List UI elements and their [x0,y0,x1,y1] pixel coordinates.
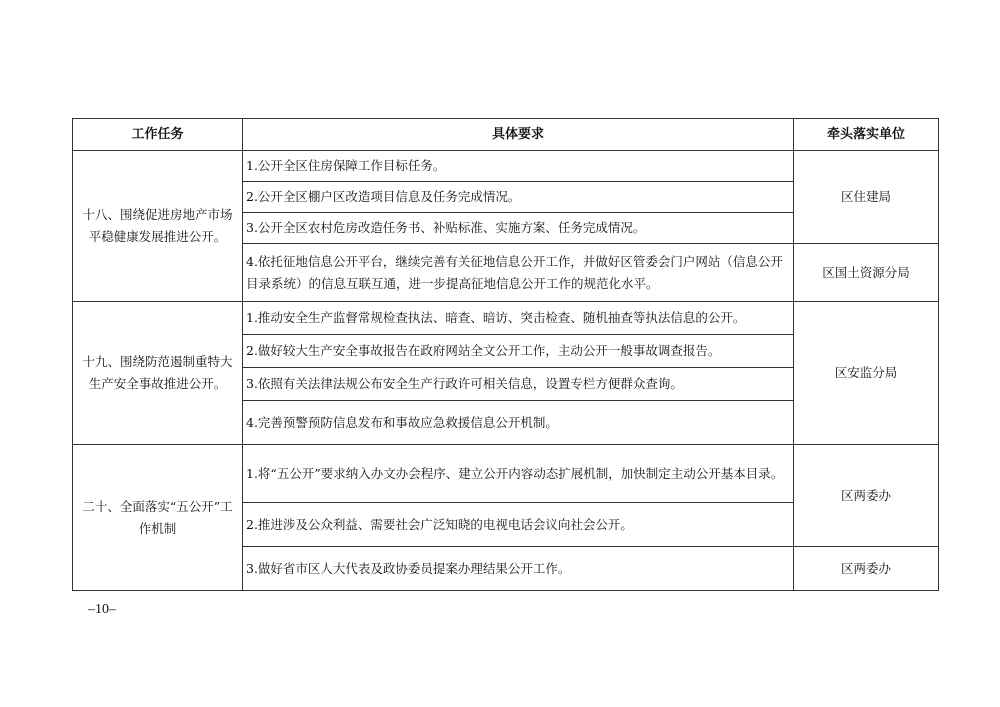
table-row [73,302,939,335]
task-table [72,118,939,591]
task-cell: 十九、围绕防范遏制重特大生产安全事故推进公开。 [73,302,243,445]
requirement-cell: 2.做好较大生产安全事故报告在政府网站全文公开工作，主动公开一般事故调查报告。 [243,335,794,368]
unit-cell: 区安监分局 [794,302,939,445]
unit-cell: 区两委办 [794,445,939,547]
requirement-cell: 1.推动安全生产监督常规检查执法、暗查、暗访、突击检查、随机抽查等执法信息的公开。 [243,302,794,335]
requirement-cell: 1.公开全区住房保障工作目标任务。 [243,151,794,182]
unit-cell: 区国土资源分局 [794,244,939,302]
table-row [73,445,939,503]
page-number: –10– [88,602,116,617]
header-task: 工作任务 [73,119,243,151]
requirement-cell: 3.做好省市区人大代表及政协委员提案办理结果公开工作。 [243,547,794,591]
requirement-cell: 4.完善预警预防信息发布和事故应急救援信息公开机制。 [243,401,794,445]
requirement-cell: 3.公开全区农村危房改造任务书、补贴标准、实施方案、任务完成情况。 [243,213,794,244]
header-row [73,119,939,151]
header-requirement: 具体要求 [243,119,794,151]
task-cell: 十八、围绕促进房地产市场平稳健康发展推进公开。 [73,151,243,302]
requirement-cell: 2.推进涉及公众利益、需要社会广泛知晓的电视电话会议向社会公开。 [243,503,794,547]
requirement-cell: 2.公开全区棚户区改造项目信息及任务完成情况。 [243,182,794,213]
table-row [73,151,939,182]
unit-cell: 区住建局 [794,151,939,244]
requirement-cell: 1.将“五公开”要求纳入办文办会程序、建立公开内容动态扩展机制，加快制定主动公开基本目录。 [243,445,794,503]
requirement-cell: 3.依照有关法律法规公布安全生产行政许可相关信息，设置专栏方便群众查询。 [243,368,794,401]
requirement-cell: 4.依托征地信息公开平台，继续完善有关征地信息公开工作，并做好区管委会门户网站（信息公开目录系统）的信息互联互通，进一步提高征地信息公开工作的规范化水平。 [243,244,794,302]
unit-cell: 区两委办 [794,547,939,591]
header-unit: 牵头落实单位 [794,119,939,151]
task-cell: 二十、全面落实“五公开”工作机制 [73,445,243,591]
